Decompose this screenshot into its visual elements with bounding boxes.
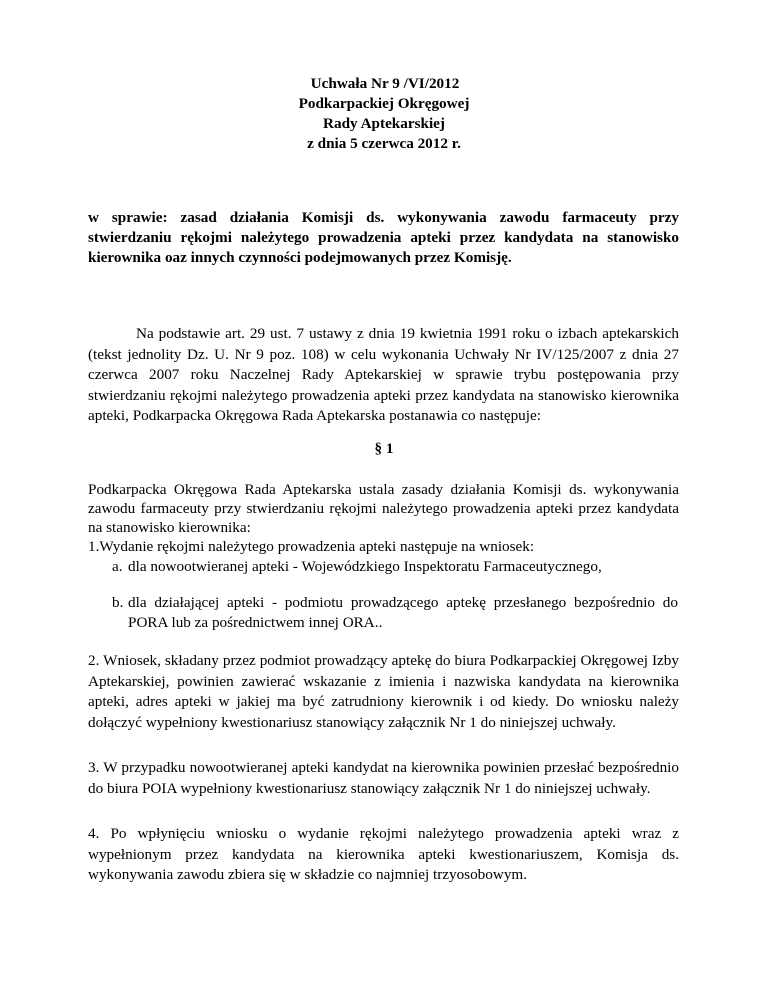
list-item-b	[112, 593, 678, 633]
list-item-a	[112, 557, 678, 577]
title-line-number: Uchwała Nr 9 /VI/2012	[310, 75, 460, 92]
intro-text: Podkarpacka Okręgowa Rada Aptekarska ustala zasady działania Komisji ds. wykonywania zawodu farmaceuty przy stwierdzaniu rękojmi należytego prowadzenia apteki przez kandydata na stanowisko kierownika:	[88, 481, 679, 536]
legal-basis-paragraph: Na podstawie art. 29 ust. 7 ustawy z dnia 19 kwietnia 1991 roku o izbach aptekarskich (tekst jednolity Dz. U. Nr 9 poz. 108) w celu wykonania Uchwały Nr IV/125/2007 z dnia 27 czerwca 2007 roku Naczelnej Rady Aptekarskiej w sprawie trybu postępowania przy stwierdzaniu rękojmi należytego prowadzenia apteki przez kandydata na stanowisko kierownika apteki, Podkarpacka Okręgowa Rada Aptekarska postanawia co następuje:	[88, 325, 679, 424]
point-1-text: 1.Wydanie rękojmi należytego prowadzenia apteki następuje na wniosek:	[88, 538, 535, 555]
title-line-council: Podkarpackiej Okręgowej	[298, 95, 470, 112]
section-heading: § 1	[374, 440, 394, 457]
resolution-title	[0, 74, 768, 154]
list-item-text: dla nowootwieranej apteki - Wojewódzkiego Inspektoratu Farmaceutycznego,	[128, 558, 602, 575]
list-item-text: dla działającej apteki - podmiotu prowadzącego aptekę przesłanego bezpośrednio do PORA lub za pośrednictwem innej ORA..	[128, 594, 678, 631]
section-intro	[88, 480, 679, 556]
list-marker: b.	[112, 594, 124, 611]
title-line-date: z dnia 5 czerwca 2012 r.	[307, 135, 461, 152]
resolution-subject: w sprawie: zasad działania Komisji ds. wykonywania zawodu farmaceuty przy stwierdzaniu rękojmi należytego prowadzenia apteki przez kandydata na stanowisko kierownika oaz innych czynności podejmowanych przez Komisję.	[88, 209, 679, 266]
paragraph-2: 2. Wniosek, składany przez podmiot prowadzący aptekę do biura Podkarpackiej Okręgowej Izby Aptekarskiej, powinien zawierać wskazanie z imienia i nazwiska kandydata na kierownika apteki, adres apteki w jakiej ma być zatrudniony kierownik i od kiedy. Do wniosku należy dołączyć wypełniony kwestionariusz stanowiący załącznik Nr 1 do niniejszej uchwały.	[88, 652, 679, 731]
list-marker: a.	[112, 558, 123, 575]
title-line-body: Rady Aptekarskiej	[323, 115, 445, 132]
paragraph-4: 4. Po wpłynięciu wniosku o wydanie rękojmi należytego prowadzenia apteki wraz z wypełnionym przez kandydata na kierownika apteki kwestionariuszem, Komisja ds. wykonywania zawodu zbiera się w składzie co najmniej trzyosobowym.	[88, 825, 679, 883]
paragraph-3: 3. W przypadku nowootwieranej apteki kandydat na kierownika powinien przesłać bezpośrednio do biura POIA wypełniony kwestionariusz stanowiący załącznik Nr 1 do niniejszej uchwały.	[88, 759, 679, 797]
